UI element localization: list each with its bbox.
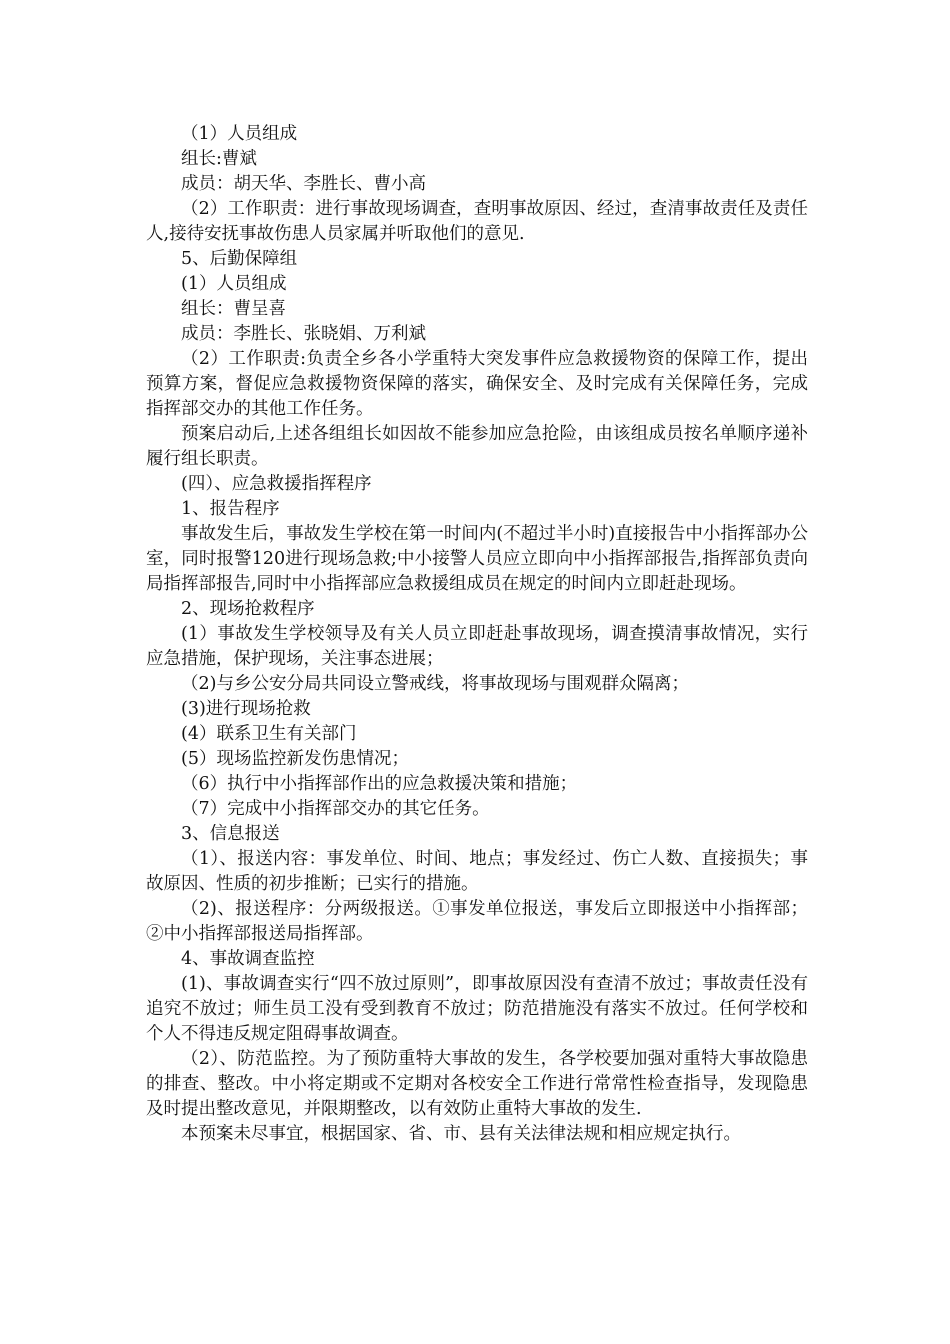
paragraph: 预案启动后,上述各组组长如因故不能参加应急抢险，由该组成员按名单顺序递补履行组长职责。 <box>146 424 808 469</box>
section-heading: 4、事故调查监控 <box>181 949 315 969</box>
paragraph: (1）人员组成 <box>181 274 287 294</box>
paragraph: 组长：曹呈喜 <box>181 299 286 319</box>
paragraph: （2）、防范监控。为了预防重特大事故的发生，各学校要加强对重特大事故隐患的排查、整改。中小将定期或不定期对各校安全工作进行常常性检查指导，发现隐患及时提出整改意见，并限期整改，以有效防止重特大事故的发生. <box>146 1049 808 1119</box>
section-heading: 1、报告程序 <box>181 499 280 519</box>
paragraph: 本预案未尽事宜，根据国家、省、市、县有关法律法规和相应规定执行。 <box>181 1124 741 1144</box>
paragraph: (1）事故发生学校领导及有关人员立即赶赴事故现场，调查摸清事故情况，实行应急措施，保护现场，关注事态进展； <box>146 624 808 669</box>
document-body <box>146 122 808 1147</box>
paragraph: 成员：李胜长、张晓娟、万利斌 <box>181 324 426 344</box>
paragraph: （2）工作职责：进行事故现场调查，查明事故原因、经过，查清事故责任及责任人,接待安抚事故伤患人员家属并听取他们的意见. <box>146 199 808 244</box>
section-heading: 2、现场抢救程序 <box>181 599 315 619</box>
section-heading: (四）、应急救援指挥程序 <box>181 474 372 494</box>
paragraph: 成员：胡天华、李胜长、曹小高 <box>181 174 426 194</box>
paragraph: （2)、报送程序：分两级报送。①事发单位报送，事发后立即报送中小指挥部；②中小指挥部报送局指挥部。 <box>146 899 808 944</box>
paragraph: (3)进行现场抢救 <box>181 699 311 719</box>
paragraph: 组长:曹斌 <box>181 149 257 169</box>
paragraph: 事故发生后，事故发生学校在第一时间内(不超过半小时)直接报告中小指挥部办公室，同时报警120进行现场急救;中小接警人员应立即向中小指挥部报告,指挥部负责向局指挥部报告,同时中小指挥部应急救援组成员在规定的时间内立即赶赴现场。 <box>146 524 808 594</box>
paragraph: (4）联系卫生有关部门 <box>181 724 357 744</box>
paragraph: （7）完成中小指挥部交办的其它任务。 <box>181 799 490 819</box>
paragraph: （2)与乡公安分局共同设立警戒线，将事故现场与围观群众隔离； <box>181 674 689 694</box>
paragraph: （1）人员组成 <box>181 124 298 144</box>
paragraph: (1)、事故调查实行“四不放过原则”，即事故原因没有查清不放过；事故责任没有追究不放过；师生员工没有受到教育不放过；防范措施没有落实不放过。任何学校和个人不得违反规定阻碍事故调查。 <box>146 974 808 1044</box>
paragraph: (5）现场监控新发伤患情况； <box>181 749 409 769</box>
section-heading: 5、后勤保障组 <box>181 249 298 269</box>
paragraph: （6）执行中小指挥部作出的应急救援决策和措施； <box>181 774 578 794</box>
paragraph: （1）、报送内容：事发单位、时间、地点；事发经过、伤亡人数、直接损失；事故原因、性质的初步推断；已实行的措施。 <box>146 849 808 894</box>
section-heading: 3、信息报送 <box>181 824 280 844</box>
paragraph: （2）工作职责:负责全乡各小学重特大突发事件应急救援物资的保障工作，提出预算方案，督促应急救援物资保障的落实，确保安全、及时完成有关保障任务，完成指挥部交办的其他工作任务。 <box>146 349 808 419</box>
